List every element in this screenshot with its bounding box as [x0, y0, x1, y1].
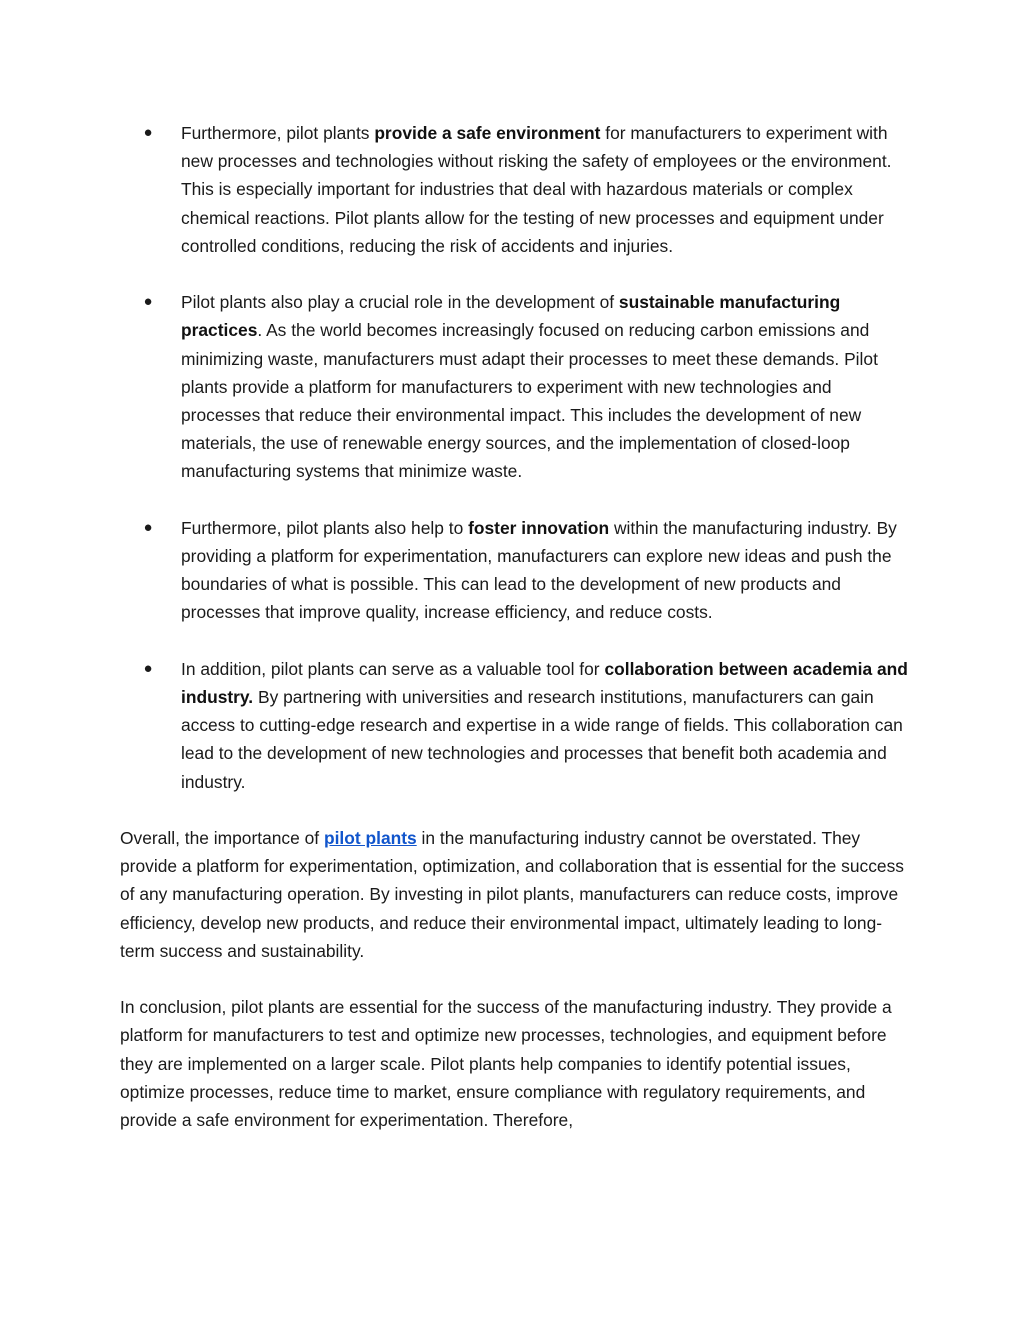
- document-body: [120, 119, 910, 1162]
- overall-paragraph: [120, 824, 910, 965]
- bullet-list: [120, 119, 910, 796]
- bullet-dot-icon: ●: [143, 124, 153, 141]
- bullet-text-pre: Furthermore, pilot plants: [181, 123, 375, 143]
- bullet-text-post: . As the world becomes increasingly focused on reducing carbon emissions and minimizing waste, manufacturers must adapt their processes to meet these demands. Pilot plants provide a platform for manufacturers to experiment with new technologies and processes that reduce their environmental impact. This includes the development of new materials, the use of renewable energy sources, and the implementation of closed-loop manufacturing systems that minimize waste.: [181, 320, 878, 482]
- bullet-text-bold: collaboration between academia and industry.: [181, 658, 908, 708]
- bullet-dot-icon: ●: [143, 659, 153, 677]
- overall-text-pre: Overall, the importance of: [120, 828, 324, 849]
- bullet-item-safe-environment: [120, 119, 910, 260]
- bullet-text-pre: Furthermore, pilot plants also help to: [181, 517, 469, 538]
- pilot-plants-link[interactable]: pilot plants: [323, 828, 417, 849]
- bullet-text-pre: Pilot plants also play a crucial role in the development of: [181, 292, 619, 313]
- bullet-text-bold: provide a safe environment: [374, 123, 601, 143]
- bullet-dot-icon: ●: [143, 293, 153, 311]
- bullet-dot-icon: ●: [143, 518, 153, 536]
- bullet-text-post: for manufacturers to experiment with new processes and technologies without risking the safety of employees or the environment. This is especially important for industries that deal with hazardous materials or complex chemical reactions. Pilot plants allow for the testing of new processes and equipment under controlled conditions, reducing the risk of accidents and injuries.: [181, 123, 892, 256]
- bullet-text-bold: sustainable manufacturing practices: [181, 292, 841, 341]
- bullet-text-post: By partnering with universities and research institutions, manufacturers can gain access to cutting-edge research and expertise in a wide range of fields. This collaboration can lead to the development of new technologies and processes that benefit both academia and industry.: [181, 687, 903, 792]
- bullet-text-pre: In addition, pilot plants can serve as a valuable tool for: [181, 658, 605, 679]
- overall-text-post: in the manufacturing industry cannot be overstated. They provide a platform for experimentation, optimization, and collaboration that is essential for the success of any manufacturing operation. By investing in pilot plants, manufacturers can reduce costs, improve efficiency, develop new products, and reduce their environmental impact, ultimately leading to long-term success and sustainability.: [120, 828, 904, 961]
- bullet-item-foster-innovation: [120, 514, 910, 627]
- bullet-text-post: within the manufacturing industry. By providing a platform for experimentation, manufacturers can explore new ideas and push the boundaries of what is possible. This can lead to the development of new products and processes that improve quality, increase efficiency, and reduce costs.: [181, 517, 897, 623]
- bullet-item-sustainable-practices: [120, 288, 910, 485]
- bullet-text-bold: foster innovation: [468, 517, 610, 538]
- conclusion-paragraph: In conclusion, pilot plants are essential for the success of the manufacturing industry. They provide a platform for manufacturers to test and optimize new processes, technologies, and equipment before they are implemented on a larger scale. Pilot plants help companies to identify potential issues, optimize processes, reduce time to market, ensure compliance with regulatory requirements, and provide a safe environment for experimentation. Therefore,: [120, 997, 892, 1131]
- bullet-item-collaboration: [120, 655, 910, 796]
